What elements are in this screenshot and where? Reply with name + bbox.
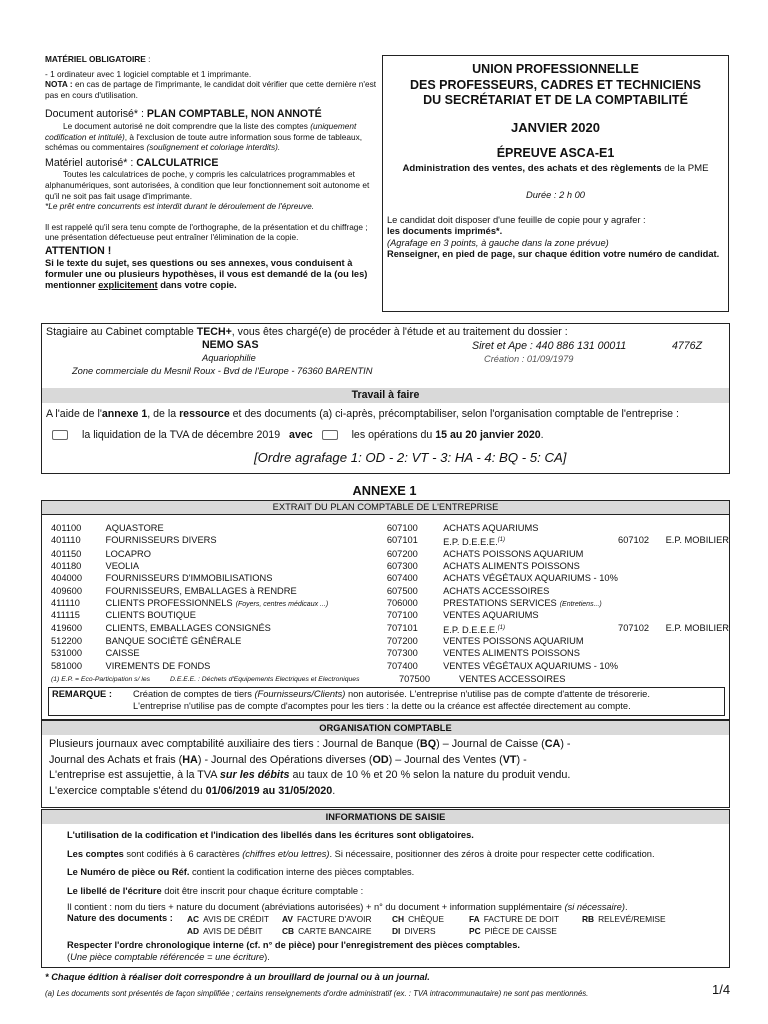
- exam-date: JANVIER 2020: [511, 119, 600, 135]
- account-label: ACHATS ACCESSOIRES: [443, 585, 550, 596]
- materiel-line: - 1 ordinateur avec 1 logiciel comptable et 1 imprimante.: [45, 68, 252, 79]
- dossier-intro: Stagiaire au Cabinet comptable TECH+, vous êtes chargé(e) de procéder à l'étude et au traitement du dossier :: [46, 326, 568, 338]
- account-note: (Foyers, centres médicaux ...): [235, 600, 329, 608]
- account-code: 707200: [386, 636, 418, 647]
- nature-code: PC: [469, 926, 481, 936]
- account-code: [618, 549, 666, 561]
- plan-row: [51, 648, 729, 660]
- account-label: [666, 661, 729, 673]
- account-code: 607400: [386, 573, 418, 584]
- nature-text: CHÈQUE: [408, 914, 444, 924]
- account-label: [666, 573, 729, 585]
- nature-text: FACTURE D'AVOIR: [297, 914, 372, 924]
- account-code: [618, 586, 666, 598]
- company-name: NEMO SAS: [202, 339, 259, 351]
- account-label: FOURNISSEURS DIVERS: [105, 535, 217, 546]
- account-label: CLIENTS, EMBALLAGES CONSIGNÉS: [105, 622, 271, 633]
- account-code: [618, 610, 666, 622]
- account-code: 706000: [386, 597, 418, 608]
- account-label: E.P. D.E.E.E.$^{(1)}$: [443, 624, 506, 635]
- account-code: [618, 523, 666, 535]
- account-code: [618, 598, 666, 610]
- instructions-block: [45, 54, 378, 292]
- account-code: 401110: [51, 535, 81, 546]
- nature-item: [282, 914, 372, 924]
- nature-item: [469, 926, 557, 936]
- rappel-text: Il est rappelé qu'il sera tenu compte de l'orthographe, de la présentation et du chiffrage ; une présentation défectueuse peut entraîner l'élimination de la copie.: [45, 221, 368, 243]
- account-code: 404000: [51, 573, 83, 584]
- ordre-agrafage: [Ordre agrafage 1: OD - 2: VT - 3: HA - 4: BQ - 5: CA]: [254, 450, 567, 465]
- account-code: 607300: [386, 561, 418, 572]
- nature-item: [582, 914, 666, 924]
- folder-icon: [52, 430, 68, 440]
- orga-box: [41, 720, 730, 808]
- nature-item: [392, 914, 444, 924]
- account-label: [666, 598, 729, 610]
- dossier-box: [41, 323, 730, 474]
- account-label: E.P. D.E.E.E.$^{(1)}$: [443, 537, 506, 548]
- account-label: VENTES AQUARIUMS: [443, 610, 539, 621]
- account-code: 607100: [386, 523, 418, 533]
- account-label: ACHATS POISSONS AQUARIUM: [443, 548, 584, 559]
- pret-note: *Le prêt entre concurrents est interdit durant le déroulement de l'épreuve.: [45, 201, 315, 212]
- account-code: [618, 648, 666, 660]
- nature-item: [187, 926, 263, 936]
- plan-row: [51, 661, 729, 673]
- account-label: VENTES ALIMENTS POISSONS: [443, 648, 580, 659]
- nature-code: FA: [469, 914, 480, 924]
- plan-row: [51, 535, 729, 549]
- nature-item: [392, 926, 436, 936]
- nature-text: AVIS DE CRÉDIT: [203, 914, 270, 924]
- account-code: 607500: [386, 585, 418, 596]
- company-ape: 4776Z: [672, 340, 703, 352]
- account-code: 581000: [51, 660, 83, 671]
- account-code: 607102: [618, 535, 650, 546]
- exam-title: ÉPREUVE ASCA-E1: [496, 145, 615, 160]
- attention-title: ATTENTION !: [45, 244, 112, 257]
- plan-footnote: (1) E.P. = Eco-Participation s/ les D.E.E.E. : Déchets d'Equipements Electriques et Electroniques: [51, 676, 360, 683]
- account-label: FOURNISSEURS, EMBALLAGES à RENDRE: [105, 585, 297, 596]
- nature-text: PIÈCE DE CAISSE: [484, 926, 557, 936]
- account-code: 409600: [51, 585, 83, 596]
- account-label: ACHATS ALIMENTS POISSONS: [443, 561, 580, 572]
- account-code: [618, 561, 666, 573]
- nature-text: CARTE BANCAIRE: [298, 926, 372, 936]
- plan-row: [51, 549, 729, 561]
- account-code: 411115: [51, 610, 80, 621]
- footer-star-note: * Chaque édition à réaliser doit correspondre à un brouillard de journal ou à un journal.: [45, 972, 430, 982]
- account-label: ACHATS VÉGÉTAUX AQUARIUMS - 10%: [443, 573, 618, 584]
- nature-text: RELEVÉ/REMISE: [598, 914, 666, 924]
- task-options: la liquidation de la TVA de décembre 2019 avec les opérations du 15 au 20 janvier 2020.: [46, 429, 544, 442]
- account-label: VEOLIA: [105, 561, 140, 572]
- orga-title: ORGANISATION COMPTABLE: [42, 721, 729, 735]
- account-label: E.P. MOBILIER: [665, 622, 729, 633]
- attention-text: Si le texte du sujet, ses questions ou ses annexes, vous conduisent à formuler une ou plusieurs hypothèses, il vous est demandé de la (ou les) mentionner explicitement dans votre copie.: [45, 257, 368, 291]
- chronologie-text: Respecter l'ordre chronologique interne (cf. n° de pièce) pour l'enregistrement des pièces comptables. (Une pièce comptable référencée = une écriture).: [67, 940, 520, 962]
- infos-text: L'utilisation de la codification et l'indication des libellés dans les écritures sont obligatoires. Les comptes sont codifiés à 6 caractères (chiffres et/ou lettres). Si nécessaire, positionner des zéros à droite pour respecter cette codification. Le Numéro de pièce ou Réf. contient la codification interne des pièces comptables. Le libellé de l'écriture doit être inscrit pour chaque écriture comptable : Il contient : nom du tiers + nature du document (abréviations autorisées) + n° du document + information supplémentaire (si nécessaire).: [67, 830, 655, 912]
- account-label: CAISSE: [105, 648, 140, 659]
- candidate-instructions: Le candidat doit disposer d'une feuille de copie pour y agrafer : les documents imprimés*. (Agrafage en 3 points, à gauche dans la zone prévue) Renseigner, en pied de page, sur chaque édition votre numéro de candidat.: [387, 214, 720, 260]
- exam-subtitle: Administration des ventes, des achats et des règlements de la PME: [402, 162, 709, 174]
- account-code: 401180: [51, 561, 82, 572]
- account-label: BANQUE SOCIÉTÉ GÉNÉRALE: [105, 636, 242, 647]
- footer-a-note: (a) Les documents sont présentés de façon simplifiée ; certains renseignements d'ordre administratif (ex. : TVA intracommunautaire) ne sont pas mentionnés.: [45, 989, 589, 998]
- nature-text: AVIS DE DÉBIT: [203, 926, 263, 936]
- nature-text: DIVERS: [404, 926, 436, 936]
- travail-heading: Travail à faire: [42, 388, 729, 403]
- duration: Durée : 2 h 00: [526, 189, 585, 200]
- plan-last-label: VENTES ACCESSOIRES: [459, 674, 566, 684]
- account-label: [666, 549, 729, 561]
- account-code: [618, 636, 666, 648]
- account-label: [666, 610, 729, 622]
- footnote-marker: (1): [497, 537, 506, 544]
- plan-last-code: 707500: [399, 674, 431, 684]
- account-code: 401150: [51, 548, 82, 559]
- account-label: E.P. MOBILIER: [665, 535, 729, 546]
- infos-box: [41, 809, 730, 968]
- nature-item: [282, 926, 372, 936]
- plan-row: [51, 636, 729, 648]
- account-label: [666, 636, 729, 648]
- infos-title: INFORMATIONS DE SAISIE: [42, 810, 729, 824]
- plan-row: [51, 598, 729, 610]
- plan-row: [51, 573, 729, 585]
- account-code: 707102: [618, 622, 650, 633]
- annexe-title: ANNEXE 1: [352, 483, 417, 498]
- account-label: AQUASTORE: [105, 523, 164, 533]
- materiel-heading: MATÉRIEL OBLIGATOIRE :: [45, 54, 151, 64]
- account-note: (Entretiens...): [559, 600, 602, 608]
- account-label: LOCAPRO: [105, 548, 151, 559]
- nature-item: [187, 914, 269, 924]
- account-code: 401100: [51, 523, 82, 533]
- annexe-box: [41, 500, 730, 720]
- nature-code: AC: [187, 914, 200, 924]
- account-label: [666, 561, 729, 573]
- account-label: VENTES POISSONS AQUARIUM: [443, 636, 584, 647]
- account-code: 607200: [386, 548, 418, 559]
- account-label: [666, 523, 729, 535]
- orga-text: Plusieurs journaux avec comptabilité auxiliaire des tiers : Journal de Banque (BQ) – Journal de Caisse (CA) - Journal des Achats et frais (HA) - Journal des Opérations diverses (OD) – Journal des Ventes (VT) - L'entreprise est assujettie, à la TVA sur les débits au taux de 10 % et 20 % selon la nature du produit vendu. L'exercice comptable s'étend du 01/06/2019 au 31/05/2020.: [49, 738, 571, 797]
- header-box: [382, 55, 729, 312]
- footnote-marker: (1): [497, 624, 506, 631]
- plan-title: EXTRAIT DU PLAN COMPTABLE DE L'ENTREPRISE: [42, 501, 729, 515]
- account-label: CLIENTS BOUTIQUE: [105, 610, 196, 621]
- account-code: 707300: [386, 648, 418, 659]
- account-code: [618, 661, 666, 673]
- plan-row: [51, 523, 729, 535]
- account-label: FOURNISSEURS D'IMMOBILISATIONS: [105, 573, 273, 584]
- document-autorise-text: Le document autorisé ne doit comprendre que la liste des comptes (uniquement codification et intitulé), à l'exclusion de toute autre information sous forme de tableaux, schémas ou commentaires (soulignement et coloriage interdits).: [45, 120, 363, 153]
- nature-label: Nature des documents :: [67, 913, 173, 923]
- account-label: CLIENTS PROFESSIONNELS (Foyers, centres médicaux ...): [105, 597, 329, 608]
- account-code: 607101: [386, 535, 418, 546]
- folder-icon: [322, 430, 338, 440]
- account-code: 707100: [386, 610, 418, 621]
- account-label: PRESTATIONS SERVICES (Entretiens...): [443, 597, 602, 608]
- nature-code: DI: [392, 926, 401, 936]
- plan-table: [51, 523, 729, 673]
- nature-code: AV: [282, 914, 294, 924]
- account-label: ACHATS AQUARIUMS: [443, 523, 539, 533]
- union-title: UNION PROFESSIONNELLE DES PROFESSEURS, CADRES ET TECHNICIENS DU SECRÉTARIAT ET DE LA COMPTABILITÉ: [409, 62, 701, 107]
- company-creation: Création : 01/09/1979: [484, 354, 574, 364]
- nature-item: [469, 914, 559, 924]
- company-address: Zone commerciale du Mesnil Roux - Bvd de l'Europe - 76360 BARENTIN: [72, 366, 373, 376]
- plan-row: [51, 586, 729, 598]
- account-code: [618, 573, 666, 585]
- nature-text: FACTURE DE DOIT: [483, 914, 560, 924]
- account-code: 411110: [51, 597, 80, 608]
- nota-text: NOTA : en cas de partage de l'imprimante, le candidat doit vérifier que cette dernière n'est pas en cours d'utilisation.: [45, 79, 377, 100]
- task-text: A l'aide de l'annexe 1, de la ressource et des documents (a) ci-après, précomptabiliser, selon l'organisation comptable de l'entreprise :: [46, 408, 679, 420]
- account-code: 707400: [386, 660, 418, 671]
- plan-row: [51, 610, 729, 622]
- account-label: VENTES VÉGÉTAUX AQUARIUMS - 10%: [443, 660, 619, 671]
- nature-code: RB: [582, 914, 595, 924]
- company-siret: Siret et Ape : 440 886 131 00011: [472, 340, 627, 352]
- materiel-autorise: Matériel autorisé* : CALCULATRICE: [45, 156, 219, 169]
- remarque-label: REMARQUE :: [52, 689, 112, 699]
- plan-row: [51, 623, 729, 637]
- remarque-line-1: Création de comptes de tiers (Fournisseurs/Clients) non autorisée. L'entreprise n'utilise pas de compte d'attente de trésorerie.: [133, 689, 650, 699]
- nature-code: CH: [392, 914, 405, 924]
- account-label: [666, 586, 729, 598]
- remarque-box: [48, 687, 725, 716]
- nature-grid: [187, 914, 727, 938]
- account-code: 419600: [51, 622, 83, 633]
- calculatrice-text: Toutes les calculatrices de poche, y compris les calculatrices programmables et alphanumériques, sont autorisées, à condition que leur fonctionnement soit autonome et qu'il ne soit pas fait usage d'imprimante.: [45, 169, 370, 201]
- account-label: [666, 648, 729, 660]
- nature-code: AD: [187, 926, 200, 936]
- company-activity: Aquariophilie: [202, 353, 256, 363]
- account-code: 707101: [386, 622, 418, 633]
- account-code: 531000: [51, 648, 83, 659]
- remarque-line-2: L'entreprise n'utilise pas de compte d'acomptes pour les tiers : la dette ou la créance est affectée directement au compte.: [133, 701, 631, 711]
- plan-row: [51, 561, 729, 573]
- account-label: VIREMENTS DE FONDS: [105, 660, 211, 671]
- nature-code: CB: [282, 926, 295, 936]
- account-code: 512200: [51, 636, 83, 647]
- document-autorise: Document autorisé* : PLAN COMPTABLE, NON ANNOTÉ: [45, 108, 322, 121]
- page-number: 1/4: [712, 982, 731, 997]
